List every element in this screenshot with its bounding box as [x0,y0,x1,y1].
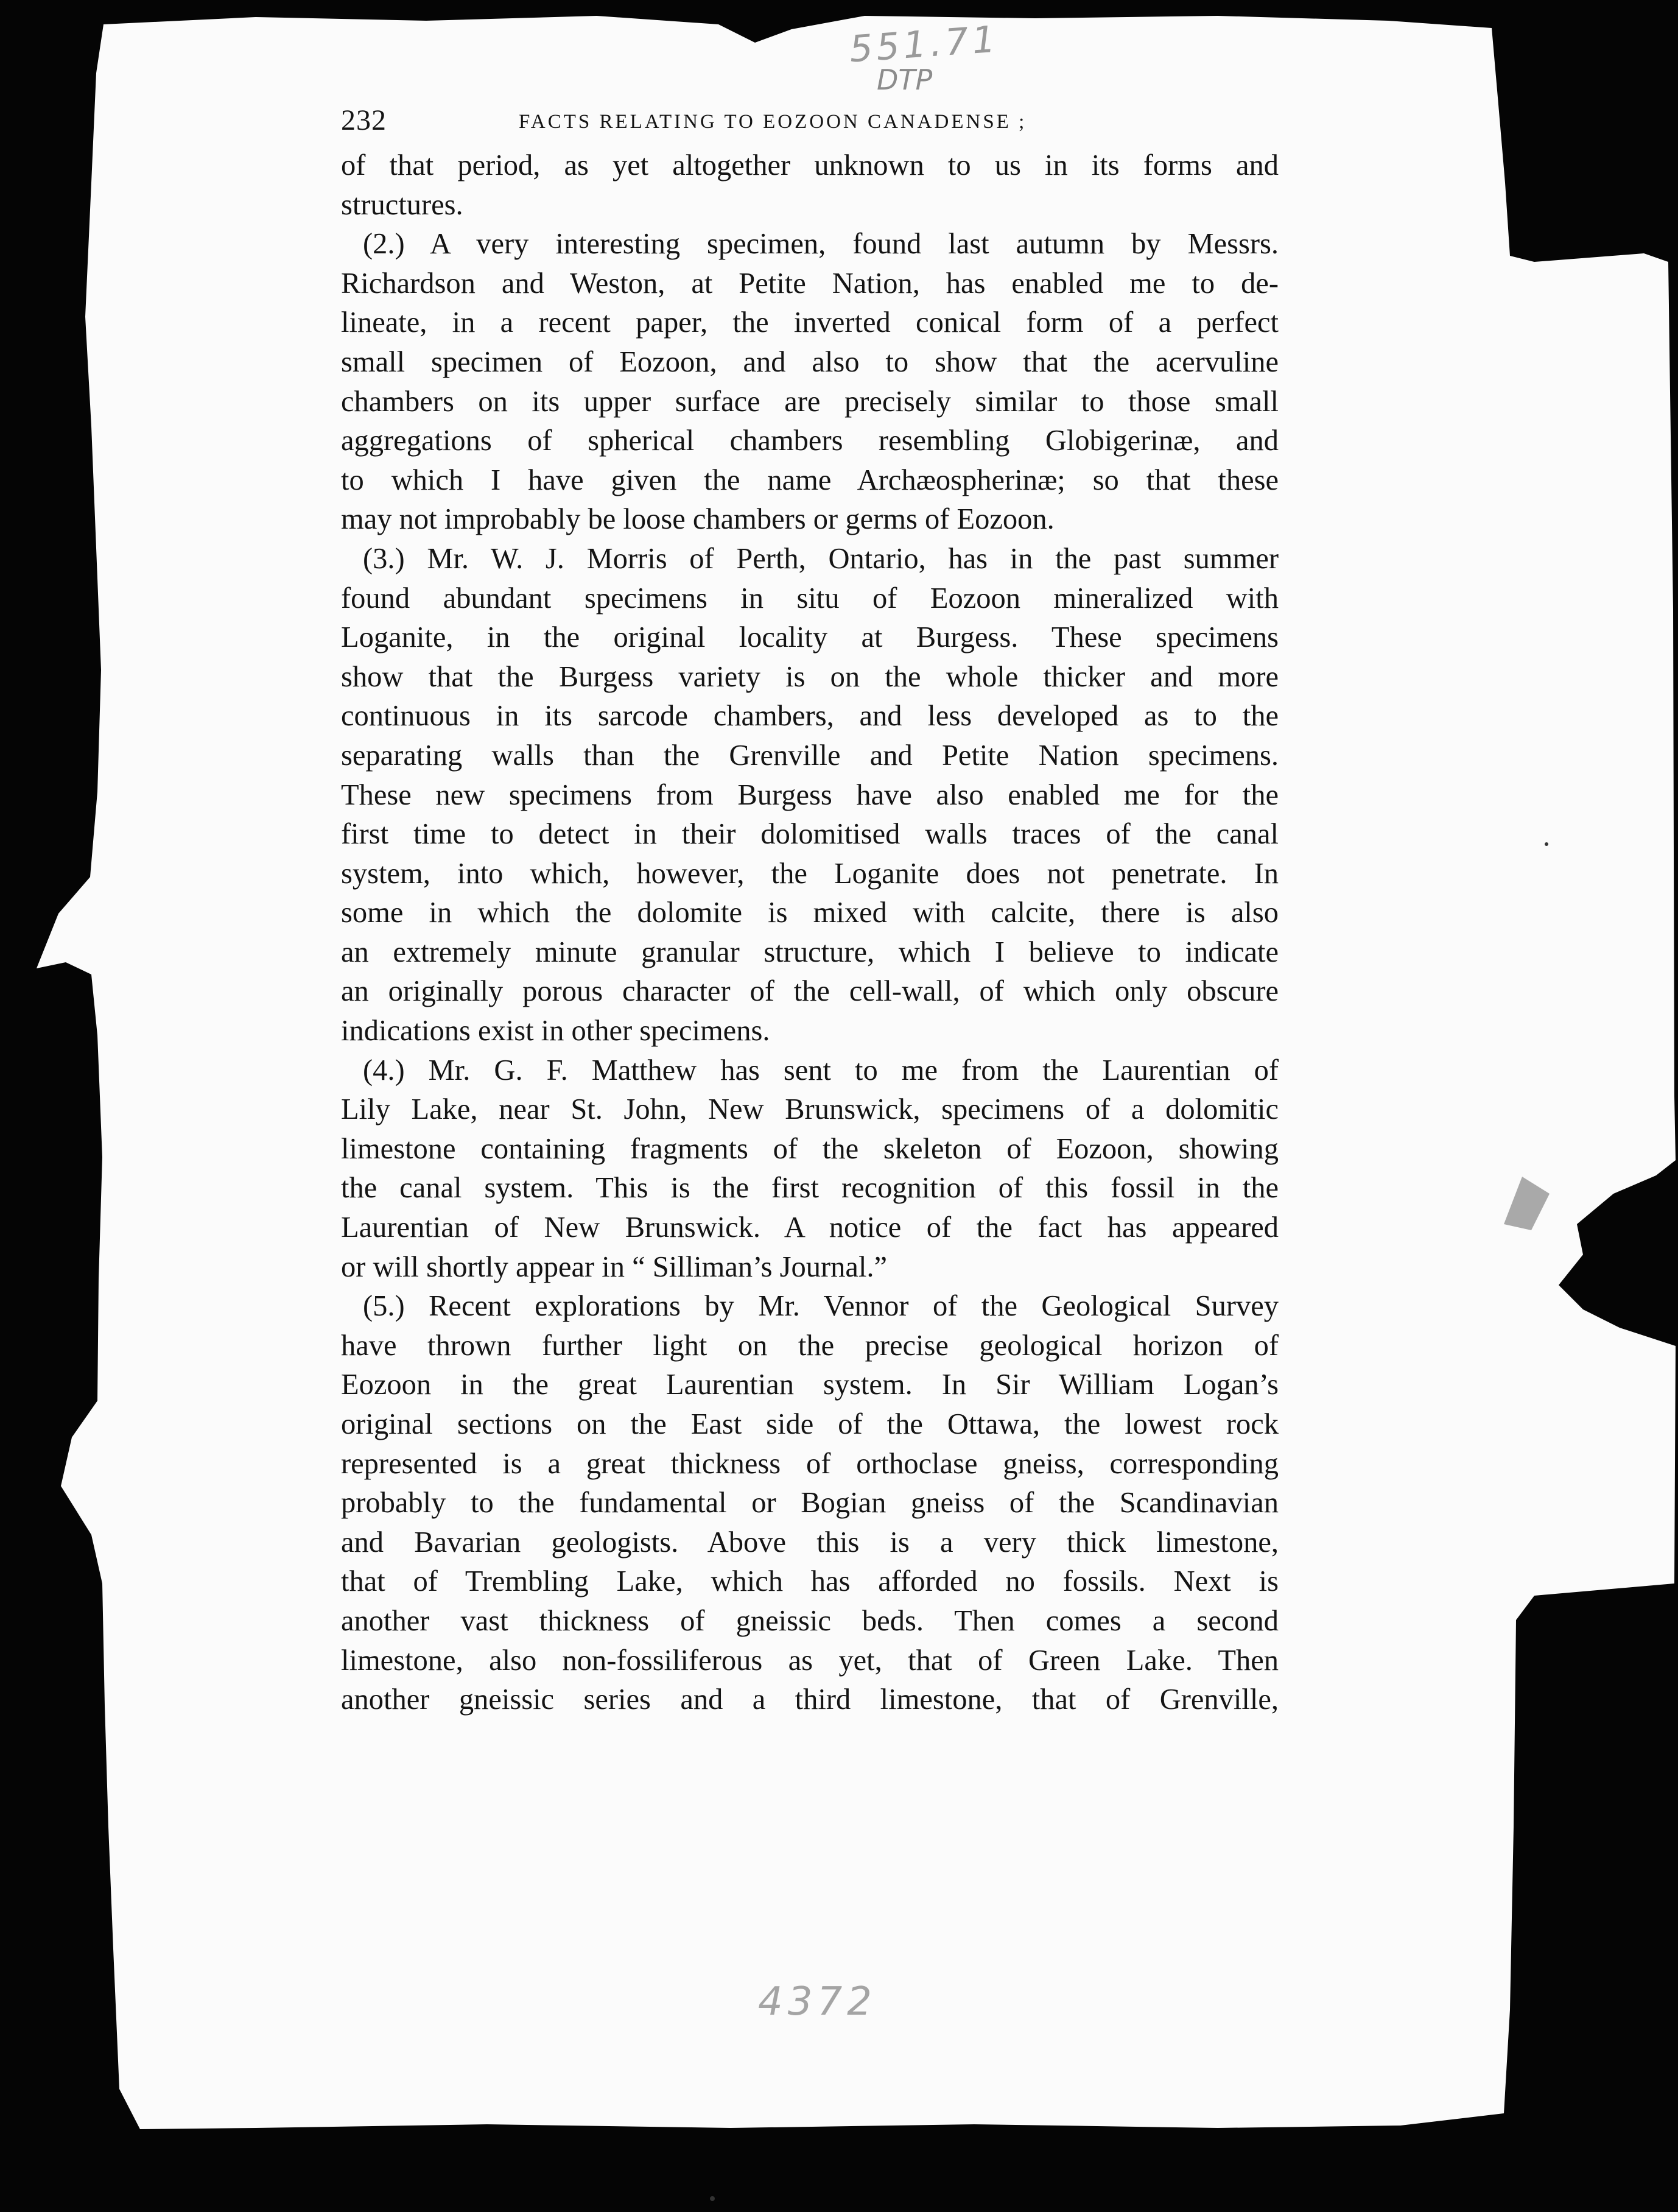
text-line: an originally porous character of the cell-wall, of which only obscure [341,975,1279,1008]
text-line: another gneissic series and a third limestone, that of Grenville, [341,1683,1279,1716]
text-line: lineate, in a recent paper, the inverted conical form of a perfect [341,306,1279,339]
text-line: indications exist in other specimens. [341,1015,770,1048]
running-head [341,104,1279,146]
text-line: original sections on the East side of the Ottawa, the lowest rock [341,1408,1279,1440]
text-line: found abundant specimens in situ of Eozoon mineralized with [341,582,1279,615]
paragraph-item-5 [341,1287,1279,1720]
text-line: structures. [341,188,463,221]
paragraph-item-3 [341,540,1279,1051]
text-line: (3.) Mr. W. J. Morris of Perth, Ontario, has in the past summer [363,542,1279,575]
text-line: to which I have given the name Archæospherinæ; so that these [341,463,1279,496]
text-line: limestone containing fragments of the skeleton of Eozoon, showing [341,1132,1279,1165]
text-line: the canal system. This is the first recognition of this fossil in the [341,1172,1279,1205]
text-line: or will shortly appear in “ Silliman’s Journal.” [341,1250,888,1283]
text-line: of that period, as yet altogether unknown to us in its forms and [341,149,1279,181]
text-line: small specimen of Eozoon, and also to show that the acervuline [341,345,1279,378]
text-line: that of Trembling Lake, which has afforded no fossils. Next is [341,1565,1279,1598]
text-line: and Bavarian geologists. Above this is a very thick limestone, [341,1526,1279,1559]
paragraph-item-2 [341,225,1279,540]
text-line: These new specimens from Burgess have also enabled me for the [341,778,1279,811]
text-line: Eozoon in the great Laurentian system. In Sir William Logan’s [341,1368,1279,1401]
handwritten-initials: DTP [877,63,933,96]
text-line: Lily Lake, near St. John, New Brunswick, specimens of a dolomitic [341,1093,1279,1126]
page-number: 232 [341,104,387,136]
text-line: show that the Burgess variety is on the whole thicker and more [341,660,1279,693]
text-line: separating walls than the Grenville and Petite Nation specimens. [341,739,1279,772]
paragraph-item-4 [341,1051,1279,1287]
text-line: (4.) Mr. G. F. Matthew has sent to me from the Laurentian of [363,1054,1279,1087]
text-line: probably to the fundamental or Bogian gneiss of the Scandinavian [341,1487,1279,1520]
text-line: (2.) A very interesting specimen, found last autumn by Messrs. [363,228,1279,261]
text-line: chambers on its upper surface are precisely similar to those small [341,385,1279,418]
text-line: aggregations of spherical chambers resembling Globigerinæ, and [341,424,1279,457]
text-line: an extremely minute granular structure, which I believe to indicate [341,935,1279,968]
text-line: Richardson and Weston, at Petite Nation, has enabled me to de- [341,267,1279,300]
text-line: another vast thickness of gneissic beds. Then comes a second [341,1604,1279,1637]
text-line: have thrown further light on the precise geological horizon of [341,1329,1279,1362]
handwritten-accession-number: 4372 [758,1979,877,2024]
text-line: Loganite, in the original locality at Burgess. These specimens [341,621,1279,654]
paragraph-continued [341,146,1279,225]
text-line: may not improbably be loose chambers or germs of Eozoon. [341,503,1055,536]
text-line: some in which the dolomite is mixed with calcite, there is also [341,896,1279,929]
text-line: represented is a great thickness of orthoclase gneiss, corresponding [341,1447,1279,1480]
text-line: limestone, also non-fossiliferous as yet, that of Green Lake. Then [341,1644,1279,1677]
text-line: (5.) Recent explorations by Mr. Vennor of the Geological Survey [363,1290,1279,1323]
text-line: Laurentian of New Brunswick. A notice of the fact has appeared [341,1211,1279,1244]
text-line: first time to detect in their dolomitised walls traces of the canal [341,818,1279,851]
text-line: system, into which, however, the Loganite does not penetrate. In [341,857,1279,890]
page-content [341,104,1279,1720]
running-title: FACTS RELATING TO EOZOON CANADENSE ; [519,111,1027,133]
handwritten-catalog-mark: 551.71 [848,18,1001,71]
text-line: continuous in its sarcode chambers, and less developed as to the [341,700,1279,733]
